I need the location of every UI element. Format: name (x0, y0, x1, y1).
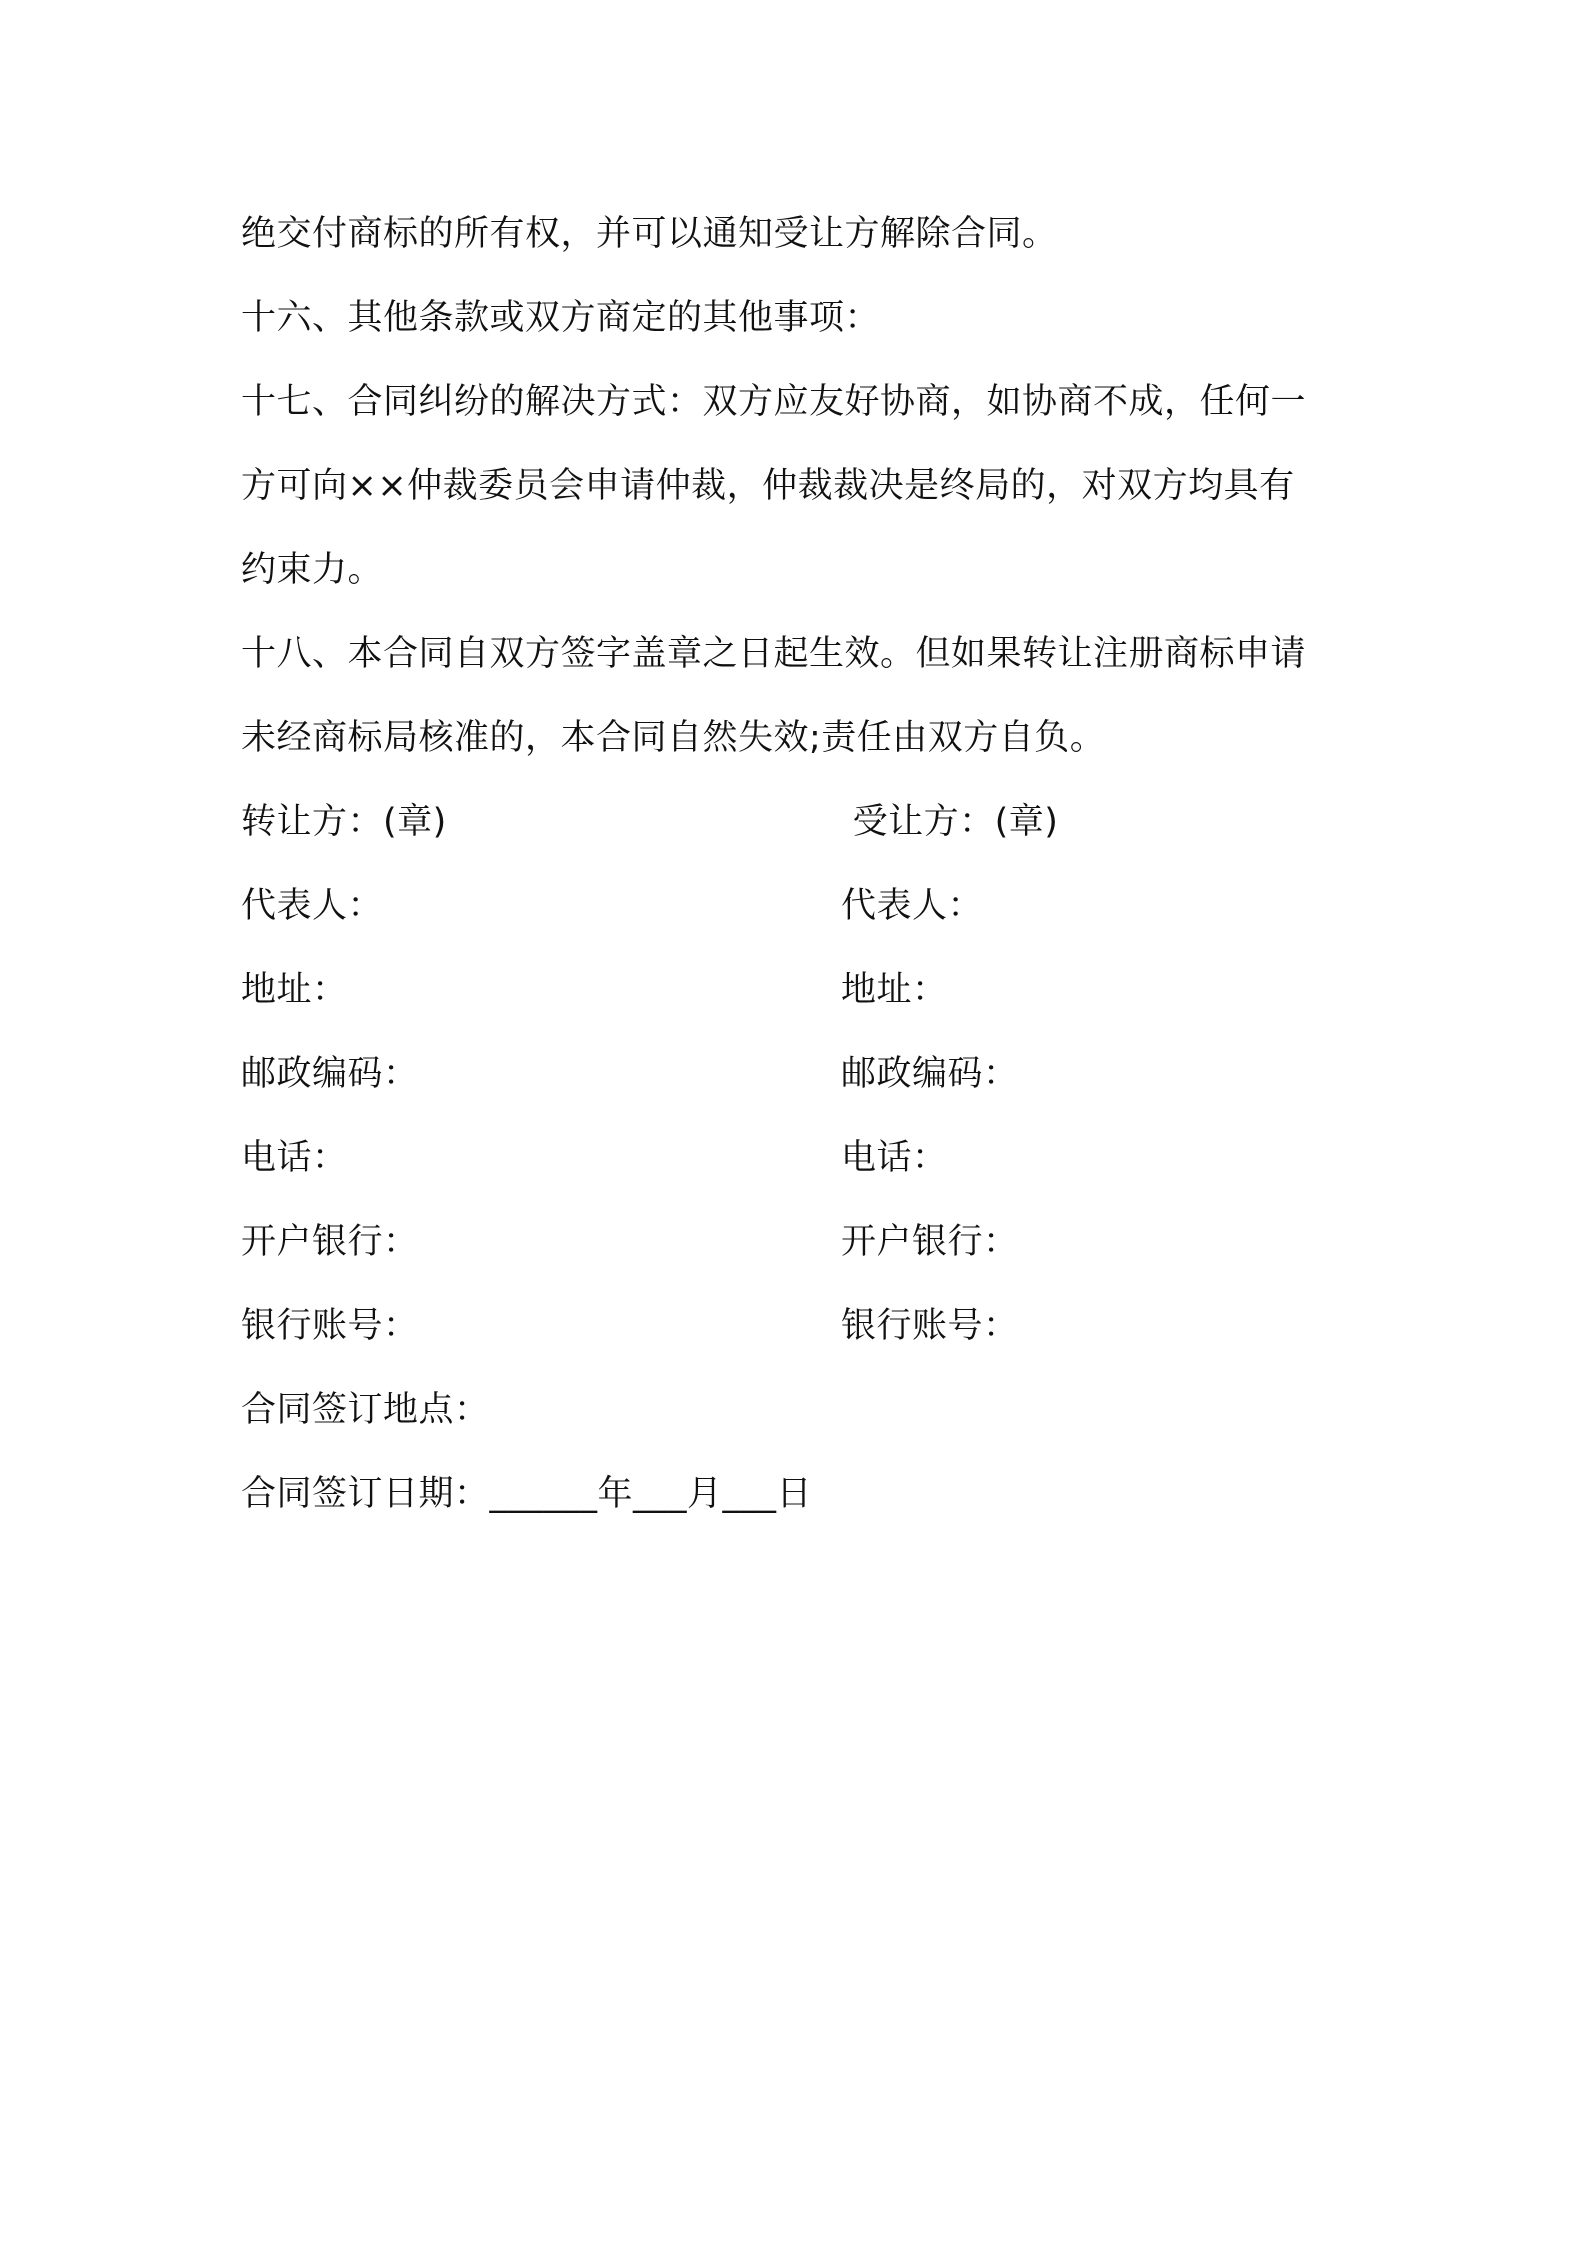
clause-18-line-1: 十八、本合同自双方签字盖章之日起生效。但如果转让注册商标申请 (241, 634, 1307, 674)
signature-row-representative (241, 864, 1351, 948)
signing-place-label: 合同签订地点： (241, 1390, 490, 1430)
signing-date-label: 合同签订日期：______年___月___日 (241, 1474, 813, 1514)
transferor-address-label: 地址： (241, 970, 348, 1010)
transferor-phone-label: 电话： (241, 1138, 348, 1178)
transferor-representative-label: 代表人： (241, 886, 384, 926)
clause-17-line-1: 十七、合同纠纷的解决方式：双方应友好协商，如协商不成，任何一 (241, 382, 1307, 422)
document-body (241, 192, 1351, 1536)
transferee-address-label: 地址： (841, 970, 948, 1010)
transferor-postcode-label: 邮政编码： (241, 1054, 419, 1094)
signature-row-party (241, 780, 1351, 864)
clause-17-line-3: 约束力。 (241, 550, 384, 590)
signature-row-bank (241, 1200, 1351, 1284)
clause-18-line-2: 未经商标局核准的，本合同自然失效;责任由双方自负。 (241, 718, 1106, 758)
clause-15-continuation: 绝交付商标的所有权，并可以通知受让方解除合同。 (241, 214, 1058, 254)
clause-17-line-2: 方可向××仲裁委员会申请仲裁，仲裁裁决是终局的，对双方均具有 (241, 466, 1295, 506)
transferor-seal-label: 转让方：(章) (241, 802, 447, 842)
transferor-bank-label: 开户银行： (241, 1222, 419, 1262)
transferee-postcode-label: 邮政编码： (841, 1054, 1019, 1094)
signature-row-account (241, 1284, 1351, 1368)
signature-row-address (241, 948, 1351, 1032)
clause-16: 十六、其他条款或双方商定的其他事项： (241, 298, 881, 338)
transferee-bank-label: 开户银行： (841, 1222, 1019, 1262)
signature-row-phone (241, 1116, 1351, 1200)
transferee-seal-label: 受让方：(章) (841, 802, 1059, 842)
transferee-phone-label: 电话： (841, 1138, 948, 1178)
transferee-representative-label: 代表人： (841, 886, 984, 926)
signature-row-postcode (241, 1032, 1351, 1116)
transferor-account-label: 银行账号： (241, 1306, 419, 1346)
transferee-account-label: 银行账号： (841, 1306, 1019, 1346)
